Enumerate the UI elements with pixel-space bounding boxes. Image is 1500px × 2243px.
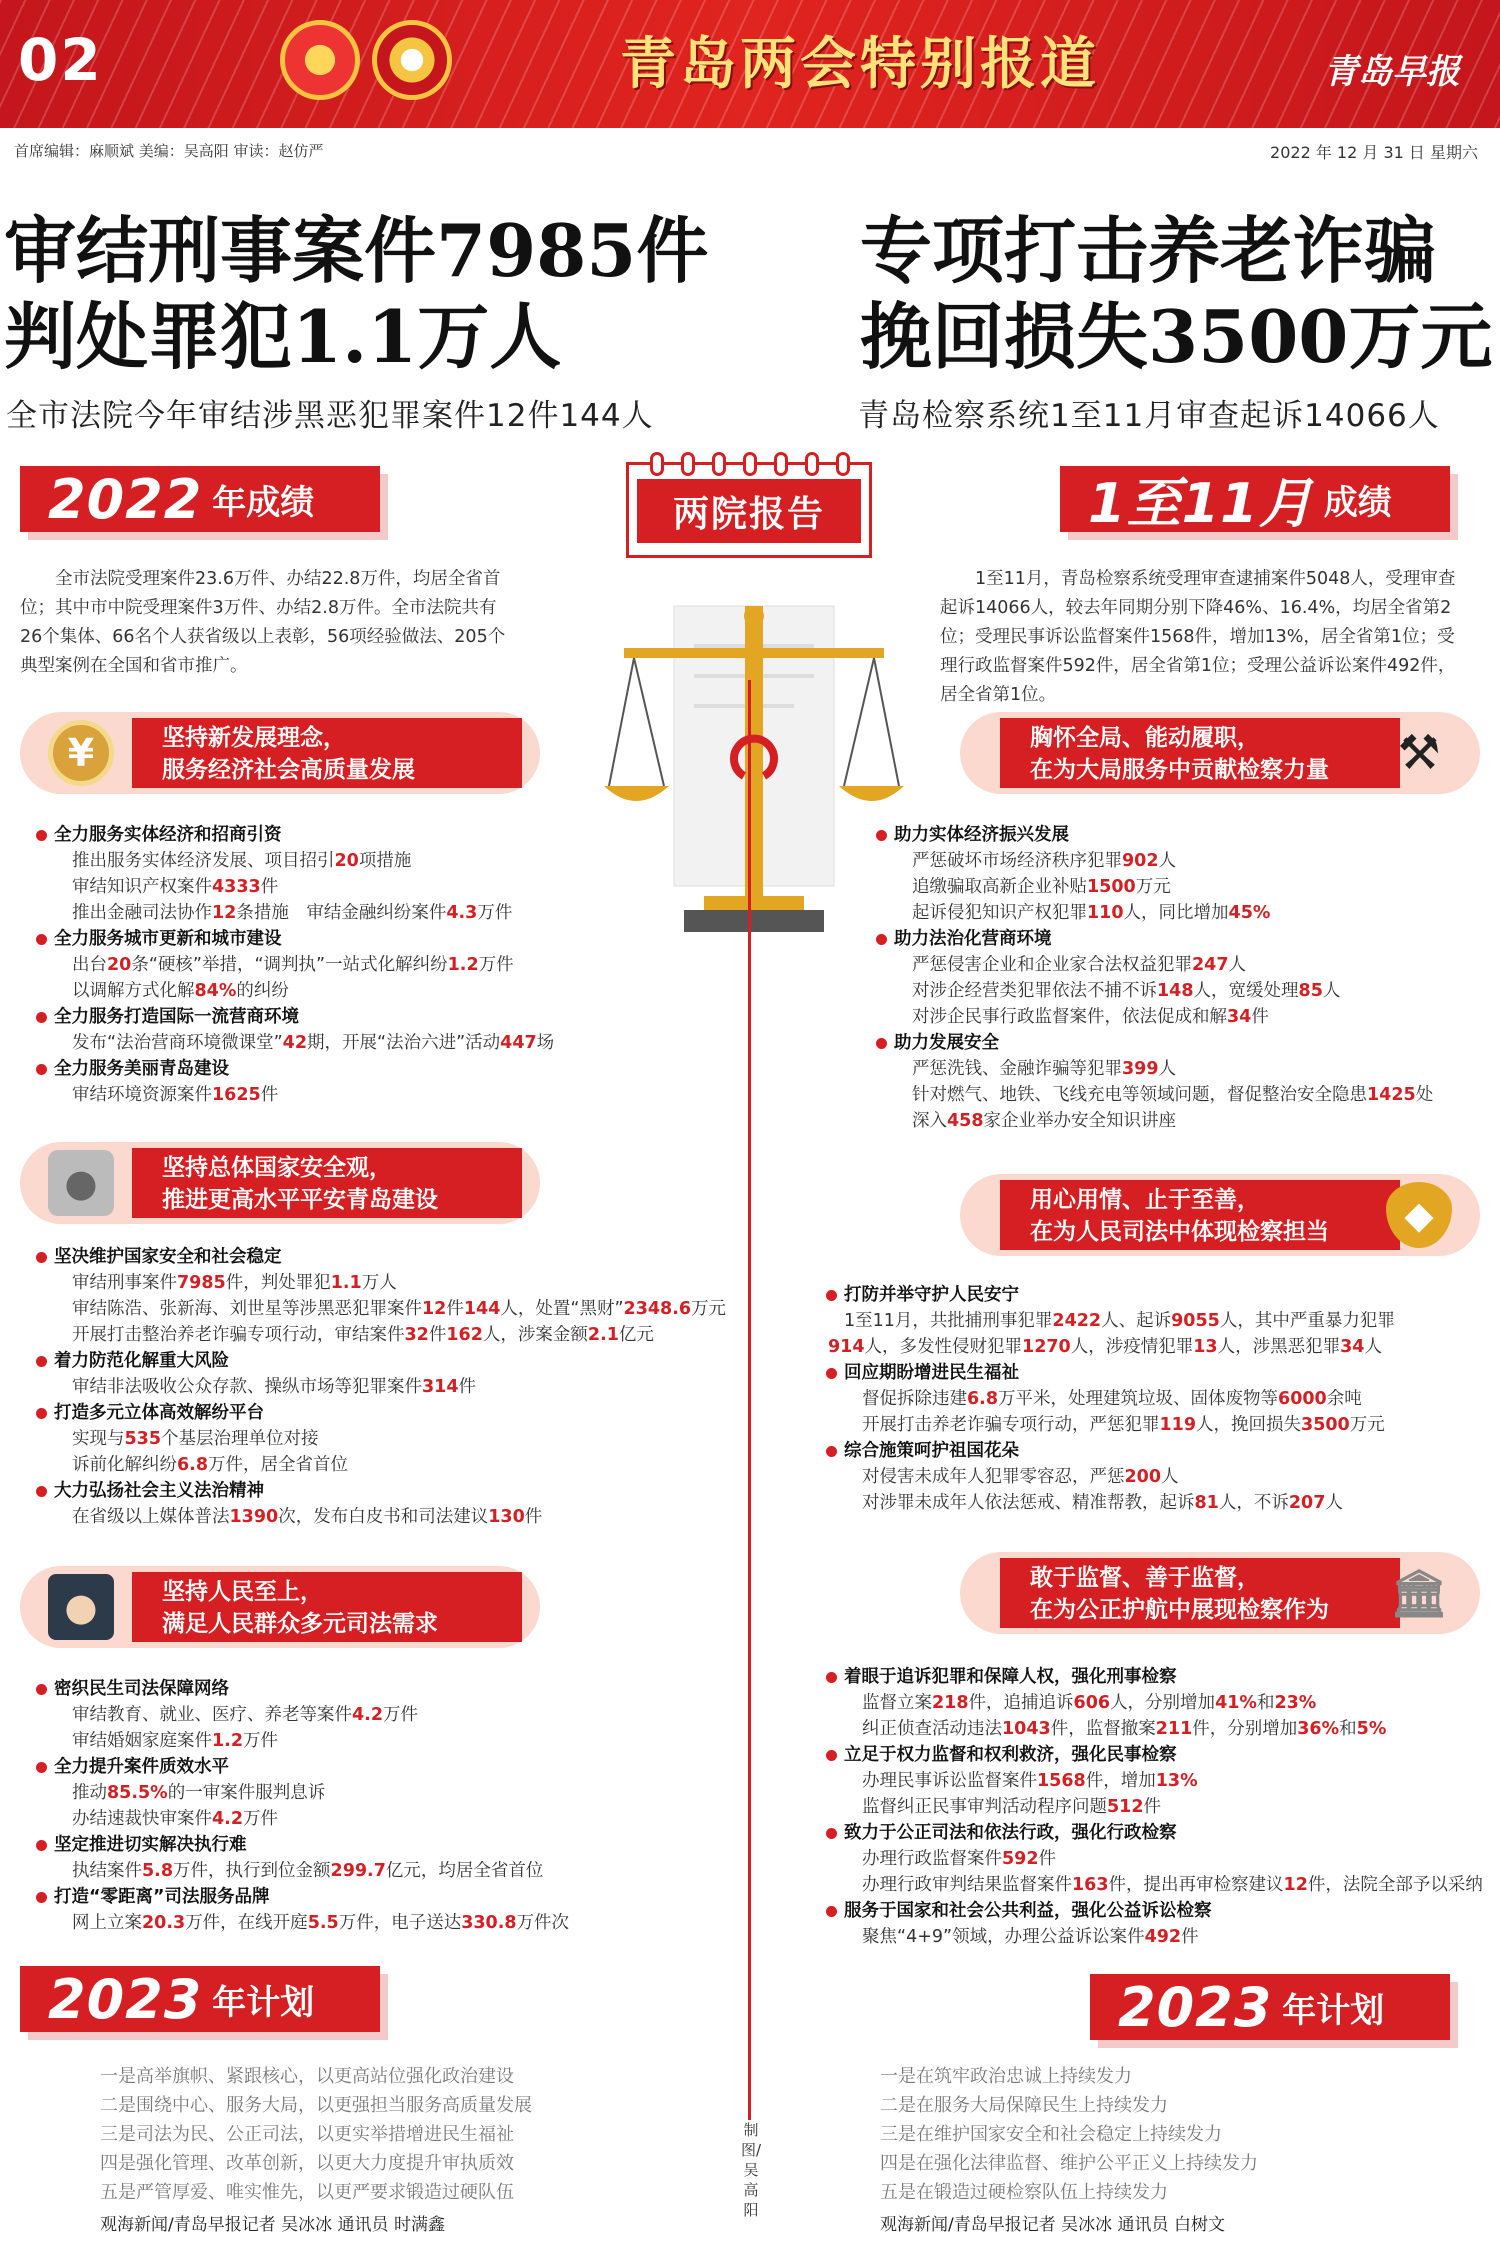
list-item: 审结非法吸收公众存款、操纵市场等犯罪案件314件 xyxy=(72,1377,477,1397)
plan-item: 三是司法为民、公正司法，以更实举措增进民生福祉 xyxy=(100,2124,514,2145)
left-category-banner-1 xyxy=(20,712,540,794)
page-number: 02 xyxy=(18,26,103,94)
list-heading: 助力法治化营商环境 xyxy=(874,926,1494,952)
right-intro-paragraph: 1至11月，青岛检察系统受理审查逮捕案件5048人，受理审查起诉14066人，较去年同期分别下降46%、16.4%，均居全省第2位；受理民事诉讼监督案件1568件，增加13%，居全省第1位；受理行政监督案件592件，居全省第1位；受理公益诉讼案件492件，居全省第1位。 xyxy=(940,569,1456,705)
category-title-line-2: 推进更高水平平安青岛建设 xyxy=(162,1186,438,1213)
two-courts-report-label: 两院报告 xyxy=(637,479,861,543)
left-headline-line-1: 审结刑事案件7985件 xyxy=(4,208,709,293)
list-heading: 全力服务美丽青岛建设 xyxy=(34,1056,734,1082)
left-subtitle: 全市法院今年审结涉黑恶犯罪案件12件144人 xyxy=(6,398,654,434)
list-item: 审结知识产权案件4333件 xyxy=(72,877,279,897)
gavel-icon: ⚒ xyxy=(1397,725,1441,781)
left-plan-badge xyxy=(20,1966,380,2032)
list-heading: 助力实体经济振兴发展 xyxy=(874,822,1494,848)
plan-item: 一是在筑牢政治忠诚上持续发力 xyxy=(880,2066,1132,2087)
cppcc-emblem-icon xyxy=(372,20,452,100)
courthouse-icon: 🏛 xyxy=(1389,1565,1449,1620)
list-heading: 打造“零距离”司法服务品牌 xyxy=(34,1884,734,1910)
list-item: 办结速裁快审案件4.2万件 xyxy=(72,1809,279,1829)
list-item: 严惩侵害企业和企业家合法权益犯罪247人 xyxy=(912,955,1247,975)
list-item: 对涉企民事行政监督案件，依法促成和解34件 xyxy=(912,1007,1269,1027)
left-headline xyxy=(4,208,744,380)
list-item: 推动85.5%的一审案件服判息诉 xyxy=(72,1783,326,1803)
list-heading: 回应期盼增进民生福祉 xyxy=(824,1360,1494,1386)
list-item: 追缴骗取高新企业补贴1500万元 xyxy=(912,877,1171,897)
badge-year: 2022 xyxy=(48,467,203,531)
list-item: 对涉罪未成年人依法惩戒、精准帮教，起诉81人，不诉207人 xyxy=(862,1493,1343,1513)
list-heading: 坚定推进切实解决执行难 xyxy=(34,1832,734,1858)
list-item: 督促拆除违建6.8万平米，处理建筑垃圾、固体废物等6000余吨 xyxy=(862,1389,1362,1409)
issue-date: 2022 年 12 月 31 日 星期六 xyxy=(1270,143,1478,162)
list-item: 监督立案218件，追捕追诉606人，分别增加41%和23% xyxy=(862,1693,1317,1713)
right-category-banner-1 xyxy=(960,712,1480,794)
list-heading: 全力服务打造国际一流营商环境 xyxy=(34,1004,734,1030)
plan-item: 二是在服务大局保障民生上持续发力 xyxy=(880,2095,1168,2116)
newspaper-logo: 青岛早报 xyxy=(1324,52,1460,92)
left-intro-paragraph: 全市法院受理案件23.6万件、办结22.8万件，均居全省首位；其中市中院受理案件3万件、办结2.8万件。全市法院共有26个集体、66名个人获省级以上表彰，56项经验做法、205个典型案例在全国和省市推广。 xyxy=(20,569,506,676)
graphic-credit: 制图/吴高阳 xyxy=(738,2120,764,2220)
left-plan-list xyxy=(100,2062,700,2207)
center-divider xyxy=(748,680,751,2200)
list-heading: 综合施策呵护祖国花朵 xyxy=(824,1438,1494,1464)
list-item: 聚焦“4+9”领域，办理公益诉讼案件492件 xyxy=(862,1927,1199,1947)
list-heading: 致力于公正司法和依法行政，强化行政检察 xyxy=(824,1820,1494,1846)
left-list-3 xyxy=(34,1676,734,1936)
shield-icon: ◆ xyxy=(1386,1182,1452,1248)
list-heading: 坚决维护国家安全和社会稳定 xyxy=(34,1244,744,1270)
badge-label: 成绩 xyxy=(1323,482,1392,523)
category-title-line-2: 在为公正护航中展现检察作为 xyxy=(1030,1596,1329,1623)
category-title xyxy=(132,1148,522,1218)
left-category-banner-3 xyxy=(20,1566,540,1648)
right-list-3 xyxy=(824,1664,1494,1950)
list-item: 实现与535个基层治理单位对接 xyxy=(72,1429,319,1449)
yen-coin-icon: ¥ xyxy=(48,720,114,786)
right-plan-badge xyxy=(1090,1974,1450,2040)
list-heading: 立足于权力监督和权利救济，强化民事检察 xyxy=(824,1742,1494,1768)
list-item: 纠正侦查活动违法1043件，监督撤案211件，分别增加36%和5% xyxy=(862,1719,1387,1739)
list-item: 审结刑事案件7985件，判处罪犯1.1万人 xyxy=(72,1273,397,1293)
plan-item: 五是严管厚爱、唯实惟先，以更严要求锻造过硬队伍 xyxy=(100,2182,514,2203)
national-emblem-icon xyxy=(280,20,360,100)
category-title-line-1: 坚持人民至上， xyxy=(162,1578,323,1605)
plan-item: 四是在强化法律监督、维护公平正义上持续发力 xyxy=(880,2153,1258,2174)
list-item: 起诉侵犯知识产权犯罪110人，同比增加45% xyxy=(912,903,1271,923)
badge-label: 年成绩 xyxy=(212,482,315,523)
person-icon: ● xyxy=(48,1574,114,1640)
left-list-1 xyxy=(34,822,734,1108)
list-item: 办理行政审判结果监督案件163件，提出再审检察建议12件，法院全部予以采纳 xyxy=(862,1875,1483,1895)
list-item: 出台20条“硬核”举措，“调判执”一站式化解纠纷1.2万件 xyxy=(72,955,514,975)
section-title: 青岛两会特别报道 xyxy=(620,31,1100,97)
list-item: 以调解方式化解84%的纠纷 xyxy=(72,981,289,1001)
category-title-line-2: 满足人民群众多元司法需求 xyxy=(162,1610,438,1637)
list-item: 严惩洗钱、金融诈骗等犯罪399人 xyxy=(912,1059,1177,1079)
category-title-line-1: 用心用情、止于至善， xyxy=(1030,1186,1260,1213)
category-title-line-2: 在为大局服务中贡献检察力量 xyxy=(1030,756,1329,783)
right-list-1 xyxy=(874,822,1494,1134)
list-heading: 助力发展安全 xyxy=(874,1030,1494,1056)
category-title-line-1: 敢于监督、善于监督， xyxy=(1030,1564,1260,1591)
right-plan-list xyxy=(880,2062,1480,2207)
list-item: 深入458家企业举办安全知识讲座 xyxy=(912,1111,1177,1131)
right-category-banner-2 xyxy=(960,1174,1480,1256)
list-item: 对侵害未成年人犯罪零容忍，严惩200人 xyxy=(862,1467,1179,1487)
right-subtitle: 青岛检察系统1至11月审查起诉14066人 xyxy=(858,398,1440,434)
plan-year: 2023 xyxy=(1118,1975,1273,2039)
list-item: 网上立案20.3万件，在线开庭5.5万件，电子送达330.8万件次 xyxy=(72,1913,570,1933)
right-byline: 观海新闻/青岛早报记者 吴冰冰 通讯员 白树文 xyxy=(880,2215,1225,2235)
list-item: 办理行政监督案件592件 xyxy=(862,1849,1057,1869)
plan-year: 2023 xyxy=(48,1967,203,2031)
category-title xyxy=(132,718,522,788)
list-item: 1至11月，共批捕刑事犯罪2422人、起诉9055人，其中严重暴力犯罪 xyxy=(844,1311,1395,1331)
right-category-banner-3 xyxy=(960,1552,1480,1634)
category-title xyxy=(1000,718,1400,788)
left-list-2 xyxy=(34,1244,744,1530)
list-item: 诉前化解纠纷6.8万件，居全省首位 xyxy=(72,1455,349,1475)
list-item: 在省级以上媒体普法1390次，发布白皮书和司法建议130件 xyxy=(72,1507,543,1527)
plan-item: 三是在维护国家安全和社会稳定上持续发力 xyxy=(880,2124,1222,2145)
plan-item: 二是围绕中心、服务大局，以更强担当服务高质量发展 xyxy=(100,2095,532,2116)
category-title-line-1: 坚持新发展理念， xyxy=(162,724,346,751)
badge-period: 1至11月 xyxy=(1088,471,1314,535)
plan-item: 四是强化管理、改革创新，以更大力度提升审执质效 xyxy=(100,2153,514,2174)
list-heading: 全力提升案件质效水平 xyxy=(34,1754,734,1780)
list-item: 监督纠正民事审判活动程序问题512件 xyxy=(862,1797,1162,1817)
list-item: 审结婚姻家庭案件1.2万件 xyxy=(72,1731,279,1751)
right-achievement-badge xyxy=(1060,466,1450,535)
list-heading: 全力服务实体经济和招商引资 xyxy=(34,822,734,848)
left-byline: 观海新闻/青岛早报记者 吴冰冰 通讯员 时满鑫 xyxy=(100,2215,445,2235)
list-item: 针对燃气、地铁、飞线充电等领域问题，督促整治安全隐患1425处 xyxy=(912,1085,1434,1105)
list-item: 严惩破坏市场经济秩序犯罪902人 xyxy=(912,851,1177,871)
right-list-2 xyxy=(824,1282,1494,1516)
right-headline-line-2: 挽回损失3500万元 xyxy=(860,294,1493,379)
left-category-banner-2 xyxy=(20,1142,540,1224)
list-item: 开展打击养老诈骗专项行动，严惩犯罪119人，挽回损失3500万元 xyxy=(862,1415,1385,1435)
masthead xyxy=(0,0,1500,128)
left-headline-line-2: 判处罪犯1.1万人 xyxy=(4,294,562,379)
binder-rings xyxy=(650,452,850,476)
list-item: 执结案件5.8万件，执行到位金额299.7亿元，均居全省首位 xyxy=(72,1861,544,1881)
editor-credits: 首席编辑：麻顺斌 美编：吴高阳 审读：赵仿严 xyxy=(14,142,324,160)
list-item: 914人，多发性侵财犯罪1270人，涉疫情犯罪13人，涉黑恶犯罪34人 xyxy=(828,1337,1382,1357)
left-achievement-badge xyxy=(20,466,380,532)
list-item: 办理民事诉讼监督案件1568件，增加13% xyxy=(862,1771,1198,1791)
right-headline-line-1: 专项打击养老诈骗 xyxy=(860,208,1437,293)
two-courts-report-badge xyxy=(626,462,872,558)
list-heading: 全力服务城市更新和城市建设 xyxy=(34,926,734,952)
list-heading: 服务于国家和社会公共利益，强化公益诉讼检察 xyxy=(824,1898,1494,1924)
plan-label: 年计划 xyxy=(1282,1990,1385,2031)
category-title-line-2: 服务经济社会高质量发展 xyxy=(162,756,415,783)
list-item: 对涉企经营类犯罪依法不捕不诉148人，宽缓处理85人 xyxy=(912,981,1341,1001)
category-title xyxy=(132,1572,522,1642)
list-item: 审结陈浩、张新海、刘世星等涉黑恶犯罪案件12件144人，处置“黑财”2348.6万元 xyxy=(72,1299,727,1319)
category-title xyxy=(1000,1558,1400,1628)
plan-item: 五是在锻造过硬检察队伍上持续发力 xyxy=(880,2182,1168,2203)
list-item: 推出金融司法协作12条措施 审结金融纠纷案件4.3万件 xyxy=(72,903,513,923)
plan-item: 一是高举旗帜、紧跟核心，以更高站位强化政治建设 xyxy=(100,2066,514,2087)
lock-icon: ● xyxy=(48,1150,114,1216)
list-item: 开展打击整治养老诈骗专项行动，审结案件32件162人，涉案金额2.1亿元 xyxy=(72,1325,654,1345)
list-heading: 打造多元立体高效解纷平台 xyxy=(34,1400,744,1426)
list-heading: 着眼于追诉犯罪和保障人权，强化刑事检察 xyxy=(824,1664,1494,1690)
category-title-line-1: 坚持总体国家安全观， xyxy=(162,1154,392,1181)
category-title-line-2: 在为人民司法中体现检察担当 xyxy=(1030,1218,1329,1245)
list-heading: 大力弘扬社会主义法治精神 xyxy=(34,1478,744,1504)
list-item: 推出服务实体经济发展、项目招引20项措施 xyxy=(72,851,412,871)
list-item: 审结教育、就业、医疗、养老等案件4.2万件 xyxy=(72,1705,419,1725)
list-heading: 密织民生司法保障网络 xyxy=(34,1676,734,1702)
category-title-line-1: 胸怀全局、能动履职， xyxy=(1030,724,1260,751)
category-title xyxy=(1000,1180,1400,1250)
list-heading: 打防并举守护人民安宁 xyxy=(824,1282,1494,1308)
list-item: 审结环境资源案件1625件 xyxy=(72,1085,279,1105)
right-headline xyxy=(860,208,1500,380)
plan-label: 年计划 xyxy=(212,1982,315,2023)
list-item: 发布“法治营商环境微课堂”42期，开展“法治六进”活动447场 xyxy=(72,1033,555,1053)
list-heading: 着力防范化解重大风险 xyxy=(34,1348,744,1374)
